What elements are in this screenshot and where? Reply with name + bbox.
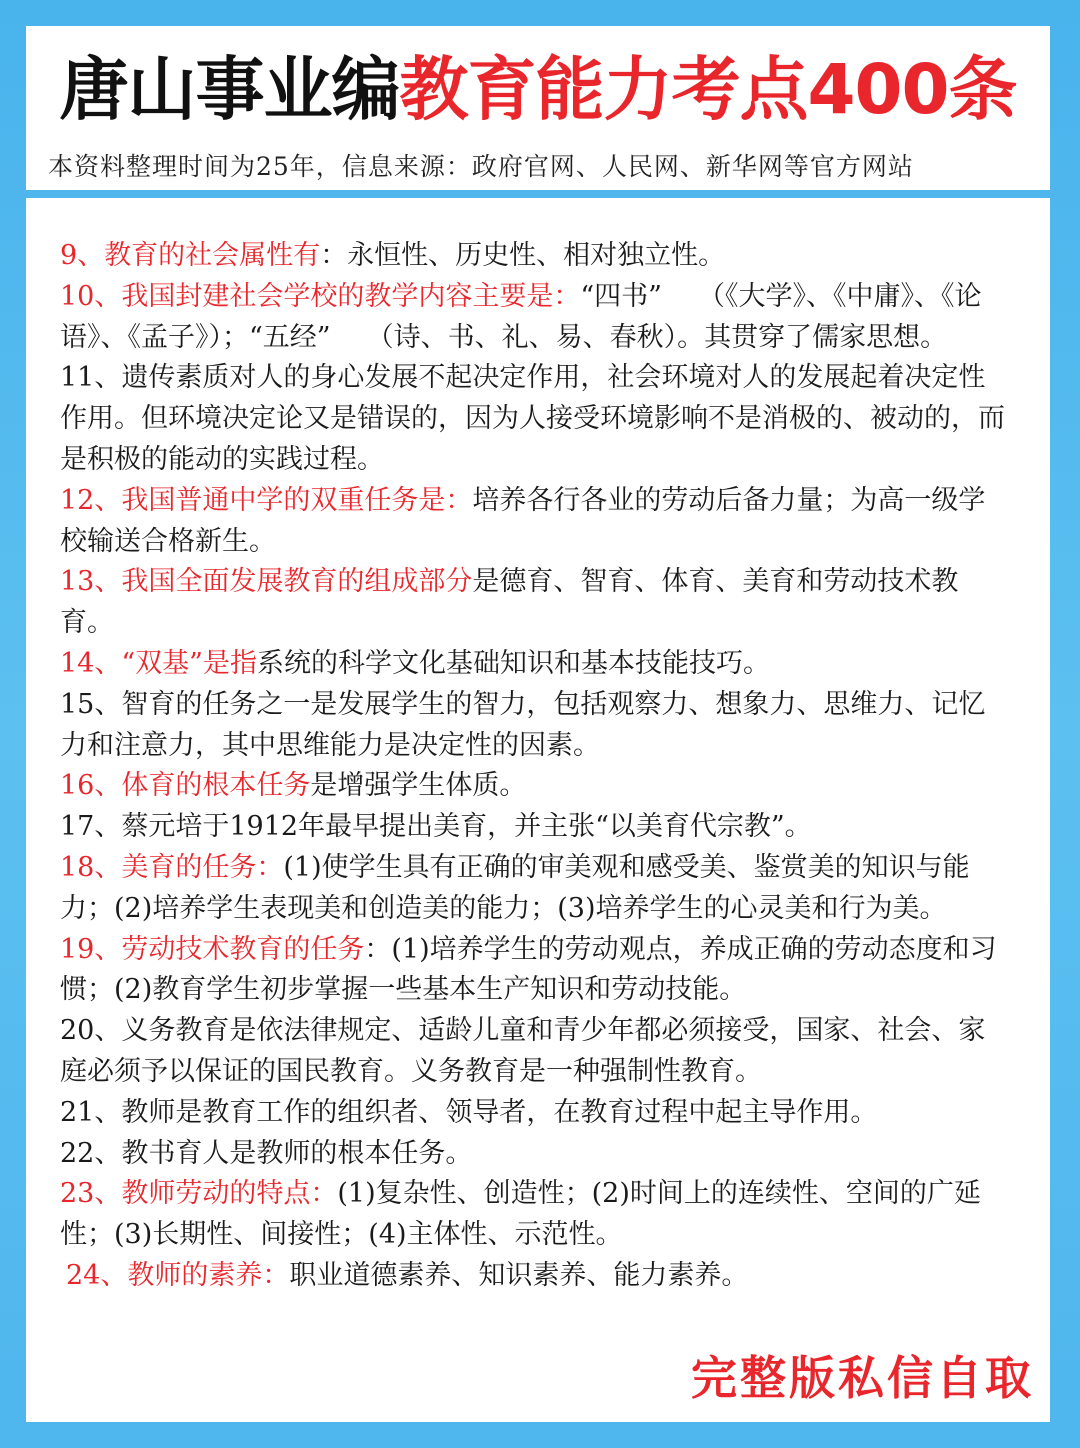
list-item-13 (60, 562, 1010, 644)
item-text: (1)使学生具有正确的审美观和感受美、鉴赏美的知识与能力；(2)培养学生表现美和创造美的能力；(3)培养学生的心灵美和行为美。 (60, 851, 970, 924)
list-item-14 (60, 644, 1010, 685)
content-card (26, 198, 1050, 1422)
item-heading: 19、劳动技术教育的任务 (60, 933, 365, 965)
item-text: 21、教师是教育工作的组织者、领导者，在教育过程中起主导作用。 (60, 1096, 878, 1128)
item-text: ：(1)培养学生的劳动观点，养成正确的劳动态度和习惯；(2)教育学生初步掌握一些基本生产知识和劳动技能。 (60, 933, 997, 1006)
knowledge-list (60, 236, 1010, 1297)
item-text: 22、教书育人是教师的根本任务。 (60, 1137, 473, 1169)
item-text: 17、蔡元培于1912年最早提出美育，并主张“以美育代宗教”。 (60, 811, 812, 843)
list-item-11 (60, 358, 1010, 480)
item-text: （《大学》、《中庸》、《论语》、《孟子》）；“五经” (60, 280, 982, 353)
list-item-18 (60, 848, 1010, 930)
source-note: 本资料整理时间为25年，信息来源：政府官网、人民网、新华网等官方网站 (48, 152, 914, 181)
list-item-19 (60, 930, 1010, 1012)
item-text: （诗、书、礼、易、春秋）。其贯穿了儒家思想。 (366, 321, 948, 353)
list-item-10 (60, 277, 1010, 359)
item-text: 是德育、智育、体育、美育和劳动技术教育。 (60, 566, 959, 639)
item-text: 15、智育的任务之一是发展学生的智力，包括观察力、想象力、思维力、记忆力和注意力，其中思维能力是决定性的因素。 (60, 688, 986, 761)
list-item-22 (60, 1134, 1010, 1175)
item-text: 20、义务教育是依法律规定、适龄儿童和青少年都必须接受，国家、社会、家庭必须予以保证的国民教育。义务教育是一种强制性教育。 (60, 1015, 986, 1087)
item-text: 职业道德素养、知识素养、能力素养。 (289, 1259, 749, 1291)
title-red-part: 教育能力考点400条 (399, 50, 1017, 130)
list-item-12 (60, 481, 1010, 563)
item-heading: 10、我国封建社会学校的教学内容主要是： (60, 280, 581, 312)
item-heading: 24、教师的素养： (66, 1259, 290, 1291)
list-item-20 (60, 1011, 1010, 1093)
list-item-21 (60, 1093, 1010, 1134)
item-heading: 12、我国普通中学的双重任务是： (60, 484, 473, 516)
item-heading: 9、教育的社会属性有 (60, 240, 321, 271)
private-message-cta: 完整版私信自取 (691, 1351, 1034, 1405)
item-text: (1)复杂性、创造性；(2)时间上的连续性、空间的广延性；(3)长期性、间接性；(4)主体性、示范性。 (60, 1178, 981, 1251)
item-text: 培养各行各业的劳动后备力量；为高一级学校输送合格新生。 (60, 484, 986, 557)
header-card (26, 26, 1050, 190)
list-item-16 (60, 766, 1010, 807)
list-item-23 (60, 1174, 1010, 1256)
item-heading: 16、体育的根本任务 (60, 770, 311, 802)
item-heading: 18、美育的任务： (60, 851, 284, 883)
item-heading: 14、“双基”是指 (60, 647, 257, 679)
item-text: 11、遗传素质对人的身心发展不起决定作用，社会环境对人的发展起着决定性作用。但环境决定论又是错误的，因为人接受环境影响不是消极的、被动的，而是积极的能动的实践过程。 (60, 362, 1005, 475)
page-title (26, 48, 1050, 132)
list-item-15 (60, 685, 1010, 767)
title-black-part: 唐山事业编 (59, 50, 400, 130)
item-text: 是增强学生体质。 (310, 770, 527, 802)
item-heading: 23、教师劳动的特点： (60, 1178, 338, 1210)
list-item-24 (60, 1256, 1010, 1297)
list-item-17 (60, 807, 1010, 848)
item-text: 系统的科学文化基础知识和基本技能技巧。 (256, 647, 770, 679)
item-text: ：永恒性、历史性、相对独立性。 (320, 240, 726, 271)
list-item-9 (60, 236, 1010, 277)
item-heading: 13、我国全面发展教育的组成部分 (60, 566, 473, 598)
item-text: “四书” (580, 280, 662, 312)
